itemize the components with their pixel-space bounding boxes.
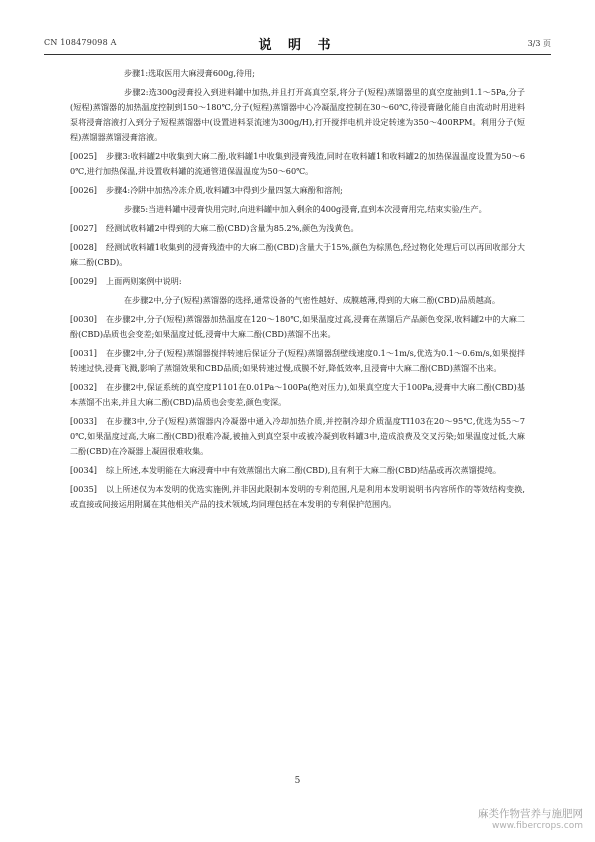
paragraph <box>70 312 525 342</box>
paragraph <box>70 380 525 410</box>
page-indicator: 3/3 页 <box>527 39 551 48</box>
watermark-cn: 麻类作物营养与施肥网 <box>478 808 583 820</box>
paragraph-text: 以上所述仅为本发明的优选实施例,并非因此限制本发明的专利范围,凡是利用本发明说明书内容所作的等效结构变换,或直接或间接运用附属在其他相关产品的技术领域,均同理包括在本发明的专利保护范围内。 <box>70 484 525 509</box>
paragraph-number: [0034] <box>70 465 97 475</box>
paragraph <box>70 183 525 198</box>
paragraph <box>70 414 525 459</box>
document-title: 说 明 书 <box>258 38 337 53</box>
paragraph <box>70 274 525 289</box>
paragraph-number: [0029] <box>70 276 97 286</box>
paragraph-text: 步骤2:选300g浸膏投入到进料罐中加热,并且打开高真空泵,将分子(短程)蒸馏器里的真空度抽到1.1～5Pa,分子(短程)蒸馏器的加热温度控制到150～180℃,分子(短程)蒸馏器中心冷凝温度控制在30～60℃,待浸膏融化能自由流动时用进料泵将浸膏溶液打入到分子短程蒸馏器中(设置进料泵流速为300g/H),打开搅拌电机并设定转速为350～400RPM。利用分子(短程)蒸馏器蒸馏浸膏溶液。 <box>70 87 525 142</box>
paragraph-text: 步骤1:选取医用大麻浸膏600g,待用; <box>124 68 255 78</box>
paragraph-text: 在步骤2中,保证系统的真空度P1101在0.01Pa～100Pa(绝对压力),如果真空度大于100Pa,浸膏中大麻二酚(CBD)基本蒸馏不出来,并且大麻二酚(CBD)品质也会变差,颜色变深。 <box>70 382 525 407</box>
paragraph-text: 在步骤3中,分子(短程)蒸馏器内冷凝器中通入冷却加热介质,并控制冷却介质温度TI103在20～95℃,优选为55～70℃,如果温度过高,大麻二酚(CBD)很难冷凝,被抽入到真空泵中或被冷凝到收料罐3中,造成浪费及交叉污染;如果温度过低,大麻二酚(CBD)在冷凝器上凝固很难收集。 <box>70 416 525 456</box>
paragraph-number: [0026] <box>70 185 97 195</box>
paragraph-number: [0025] <box>70 151 97 161</box>
paragraph <box>70 149 525 179</box>
document-body <box>70 66 525 516</box>
paragraph-text: 经测试收料罐2中得到的大麻二酚(CBD)含量为85.2%,颜色为浅黄色。 <box>106 223 359 233</box>
header-divider <box>44 54 551 55</box>
paragraph-number: [0032] <box>70 382 97 392</box>
paragraph <box>70 85 525 145</box>
paragraph-text: 经测试收料罐1收集到的浸膏残渣中的大麻二酚(CBD)含量大于15%,颜色为棕黑色,经过物化处理后可以再回收部分大麻二酚(CBD)。 <box>70 242 525 267</box>
paragraph-number: [0027] <box>70 223 97 233</box>
paragraph-number: [0033] <box>70 416 97 426</box>
paragraph <box>70 346 525 376</box>
paragraph-text: 在步骤2中,分子(短程)蒸馏器的选择,通常设备的气密性越好、成膜越薄,得到的大麻二酚(CBD)品质越高。 <box>124 295 500 305</box>
paragraph <box>70 293 525 308</box>
paragraph <box>70 463 525 478</box>
paragraph-text: 步骤4:冷阱中加热冷冻介质,收料罐3中得到少量四氢大麻酚和溶剂; <box>106 185 343 195</box>
paragraph-number: [0035] <box>70 484 97 494</box>
paragraph-number: [0028] <box>70 242 97 252</box>
paragraph <box>70 482 525 512</box>
paragraph <box>70 202 525 217</box>
patent-number: CN 108479098 A <box>44 38 117 47</box>
paragraph-number: [0030] <box>70 314 97 324</box>
paragraph <box>70 221 525 236</box>
paragraph-text: 在步骤2中,分子(短程)蒸馏器搅拌转速后保证分子(短程)蒸馏器刮壁线速度0.1～1m/s,优选为0.1～0.6m/s,如果搅拌转速过快,浸膏飞溅,影响了蒸馏效果和CBD品质;如果转速过慢,成膜不好,降低效率,且浸膏中大麻二酚(CBD)蒸馏不出来。 <box>70 348 525 373</box>
site-watermark <box>478 808 583 832</box>
paragraph-number: [0031] <box>70 348 97 358</box>
paragraph <box>70 240 525 270</box>
paragraph-text: 综上所述,本发明能在大麻浸膏中中有效蒸馏出大麻二酚(CBD),且有利于大麻二酚(CBD)结晶或再次蒸馏提纯。 <box>106 465 501 475</box>
paragraph-text: 步骤5:当进料罐中浸膏快用完时,向进料罐中加入剩余的400g浸膏,直到本次浸膏用完,结束实验/生产。 <box>124 204 487 214</box>
page-number: 5 <box>294 776 301 786</box>
paragraph-text: 步骤3:收料罐2中收集到大麻二酚,收料罐1中收集到浸膏残渣,同时在收料罐1和收料罐2的加热保温温度设置为50～60℃,进行加热保温,并设置收料罐的流通管道保温温度为50～60℃。 <box>70 151 525 176</box>
paragraph-text: 在步骤2中,分子(短程)蒸馏器加热温度在120～180℃,如果温度过高,浸膏在蒸馏后产品颜色变深,收料罐2中的大麻二酚(CBD)品质也会变差;如果温度过低,浸膏中大麻二酚(CBD)蒸馏不出来。 <box>70 314 525 339</box>
page-header <box>44 36 551 52</box>
paragraph-text: 上面两则案例中说明: <box>106 276 182 286</box>
paragraph <box>70 66 525 81</box>
watermark-url: www.fibercrops.com <box>492 821 583 831</box>
